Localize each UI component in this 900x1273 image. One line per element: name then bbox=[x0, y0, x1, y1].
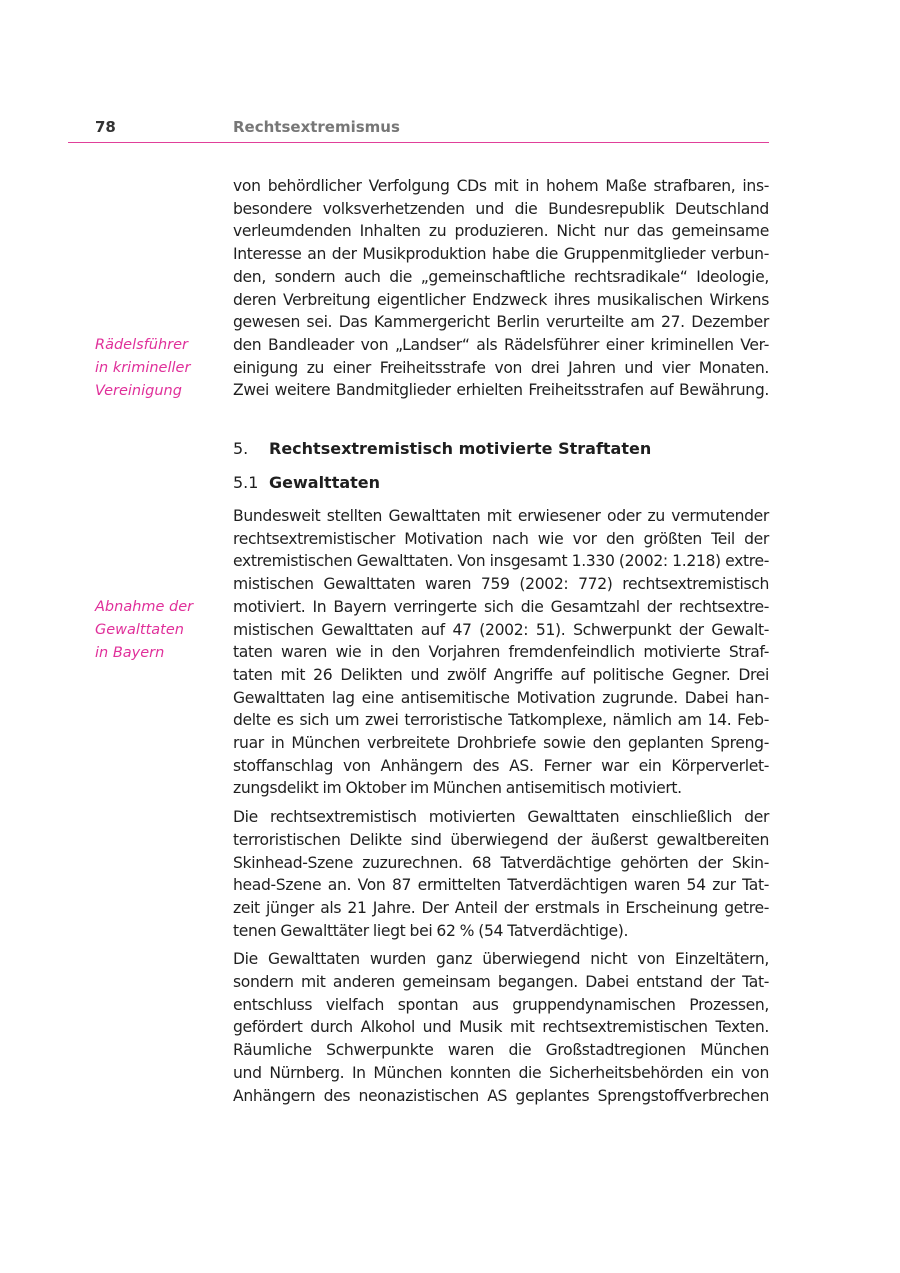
body-text-main bbox=[233, 505, 769, 1113]
text-line: tenen Gewalttäter liegt bei 62 % (54 Tatverdächtige). bbox=[233, 921, 629, 940]
subsection-number: 5.1 bbox=[233, 473, 259, 492]
margin-note-raedelsfuehrer bbox=[95, 334, 220, 403]
text-line: von behördlicher Verfolgung CDs mit in hohem Maße strafbaren, ins- bbox=[233, 177, 769, 195]
section-heading-5 bbox=[233, 437, 769, 461]
margin-note-abnahme bbox=[95, 596, 220, 665]
text-line: und Nürnberg. In München konnten die Sicherheitsbehörden ein von bbox=[233, 1063, 769, 1082]
margin-note-line: in krimineller bbox=[95, 360, 191, 376]
margin-note-line: Vereinigung bbox=[95, 383, 182, 399]
margin-note-line: Abnahme der bbox=[95, 599, 194, 615]
text-line: zungsdelikt im Oktober im München antisemitisch motiviert. bbox=[233, 779, 682, 798]
text-line: sondern mit anderen gemeinsam begangen. Dabei entstand der Tat- bbox=[233, 973, 769, 992]
text-line: stoffanschlag von Anhängern des AS. Ferner war ein Körperverlet- bbox=[233, 756, 769, 775]
text-line: motiviert. In Bayern verringerte sich die Gesamtzahl der rechtsextre- bbox=[233, 597, 769, 616]
text-line: head-Szene an. Von 87 ermittelten Tatverdächtigen waren 54 zur Tat- bbox=[233, 876, 769, 895]
text-line: extremistischen Gewalttaten. Von insgesamt 1.330 (2002: 1.218) extre- bbox=[233, 552, 769, 571]
margin-note-line: Gewalttaten bbox=[95, 622, 184, 638]
text-line: Die Gewalttaten wurden ganz überwiegend nicht von Einzeltätern, bbox=[233, 950, 769, 969]
section-number: 5. bbox=[233, 439, 249, 458]
text-line: taten mit 26 Delikten und zwölf Angriffe auf politische Gegner. Drei bbox=[233, 665, 769, 684]
text-line: einigung zu einer Freiheitsstrafe von drei Jahren und vier Monaten. bbox=[233, 358, 769, 377]
text-line: Gewalttaten lag eine antisemitische Motivation zugrunde. Dabei han- bbox=[233, 688, 769, 707]
text-line: delte es sich um zwei terroristische Tatkomplexe, nämlich am 14. Feb- bbox=[233, 711, 769, 730]
text-line: rechtsextremistischer Motivation nach wie vor den größten Teil der bbox=[233, 529, 769, 548]
text-line: mistischen Gewalttaten waren 759 (2002: 772) rechtsextremistisch bbox=[233, 575, 769, 594]
text-line: gewesen sei. Das Kammergericht Berlin verurteilte am 27. Dezember bbox=[233, 313, 769, 332]
subsection-title: Gewalttaten bbox=[269, 473, 381, 492]
text-line: ruar in München verbreitete Drohbriefe sowie den geplanten Spreng- bbox=[233, 734, 769, 753]
text-line: den Bandleader von „Landser“ als Rädelsführer einer kriminellen Ver- bbox=[233, 335, 769, 354]
text-line: entschluss vielfach spontan aus gruppendynamischen Prozessen, bbox=[233, 995, 769, 1014]
text-line: verleumdenden Inhalten zu produzieren. Nicht nur das gemeinsame bbox=[233, 222, 769, 241]
text-line: Die rechtsextremistisch motivierten Gewalttaten einschließlich der bbox=[233, 808, 769, 827]
text-line: Räumliche Schwerpunkte waren die Großstadtregionen München bbox=[233, 1041, 769, 1060]
text-line: Zwei weitere Bandmitglieder erhielten Freiheitsstrafen auf Bewährung. bbox=[233, 381, 769, 400]
text-line: den, sondern auch die „gemeinschaftliche rechtsradikale“ Ideologie, bbox=[233, 267, 769, 286]
text-line: Anhängern des neonazistischen AS geplantes Sprengstoffverbrechen bbox=[233, 1086, 769, 1105]
body-text-top bbox=[233, 175, 769, 408]
paragraph-bundesweit bbox=[233, 505, 769, 800]
margin-note-line: in Bayern bbox=[95, 645, 165, 661]
running-title: Rechtsextremismus bbox=[233, 118, 400, 136]
paragraph-landser bbox=[233, 175, 769, 402]
text-line: Bundesweit stellten Gewalttaten mit erwiesener oder zu vermutender bbox=[233, 507, 769, 525]
page-number: 78 bbox=[95, 118, 116, 136]
text-line: terroristischen Delikte sind überwiegend der äußerst gewaltbereiten bbox=[233, 830, 769, 849]
text-line: Skinhead-Szene zuzurechnen. 68 Tatverdächtige gehörten der Skin- bbox=[233, 853, 769, 872]
paragraph-skinhead bbox=[233, 806, 769, 942]
text-line: mistischen Gewalttaten auf 47 (2002: 51). Schwerpunkt der Gewalt- bbox=[233, 620, 769, 639]
text-line: gefördert durch Alkohol und Musik mit rechtsextremistischen Texten. bbox=[233, 1018, 769, 1037]
section-heading-5-1 bbox=[233, 471, 769, 495]
margin-note-line: Rädelsführer bbox=[95, 337, 188, 353]
text-line: deren Verbreitung eigentlicher Endzweck ihres musikalischen Wirkens bbox=[233, 290, 769, 309]
text-line: taten waren wie in den Vorjahren fremdenfeindlich motivierte Straf- bbox=[233, 643, 769, 662]
paragraph-einzeltaeter bbox=[233, 948, 769, 1107]
text-line: zeit jünger als 21 Jahre. Der Anteil der erstmals in Erscheinung getre- bbox=[233, 898, 769, 917]
text-line: Interesse an der Musikproduktion habe die Gruppenmitglieder verbun- bbox=[233, 245, 769, 264]
page-header bbox=[68, 116, 769, 143]
text-line: besondere volksverhetzenden und die Bundesrepublik Deutschland bbox=[233, 199, 769, 218]
section-title: Rechtsextremistisch motivierte Straftaten bbox=[269, 439, 652, 458]
